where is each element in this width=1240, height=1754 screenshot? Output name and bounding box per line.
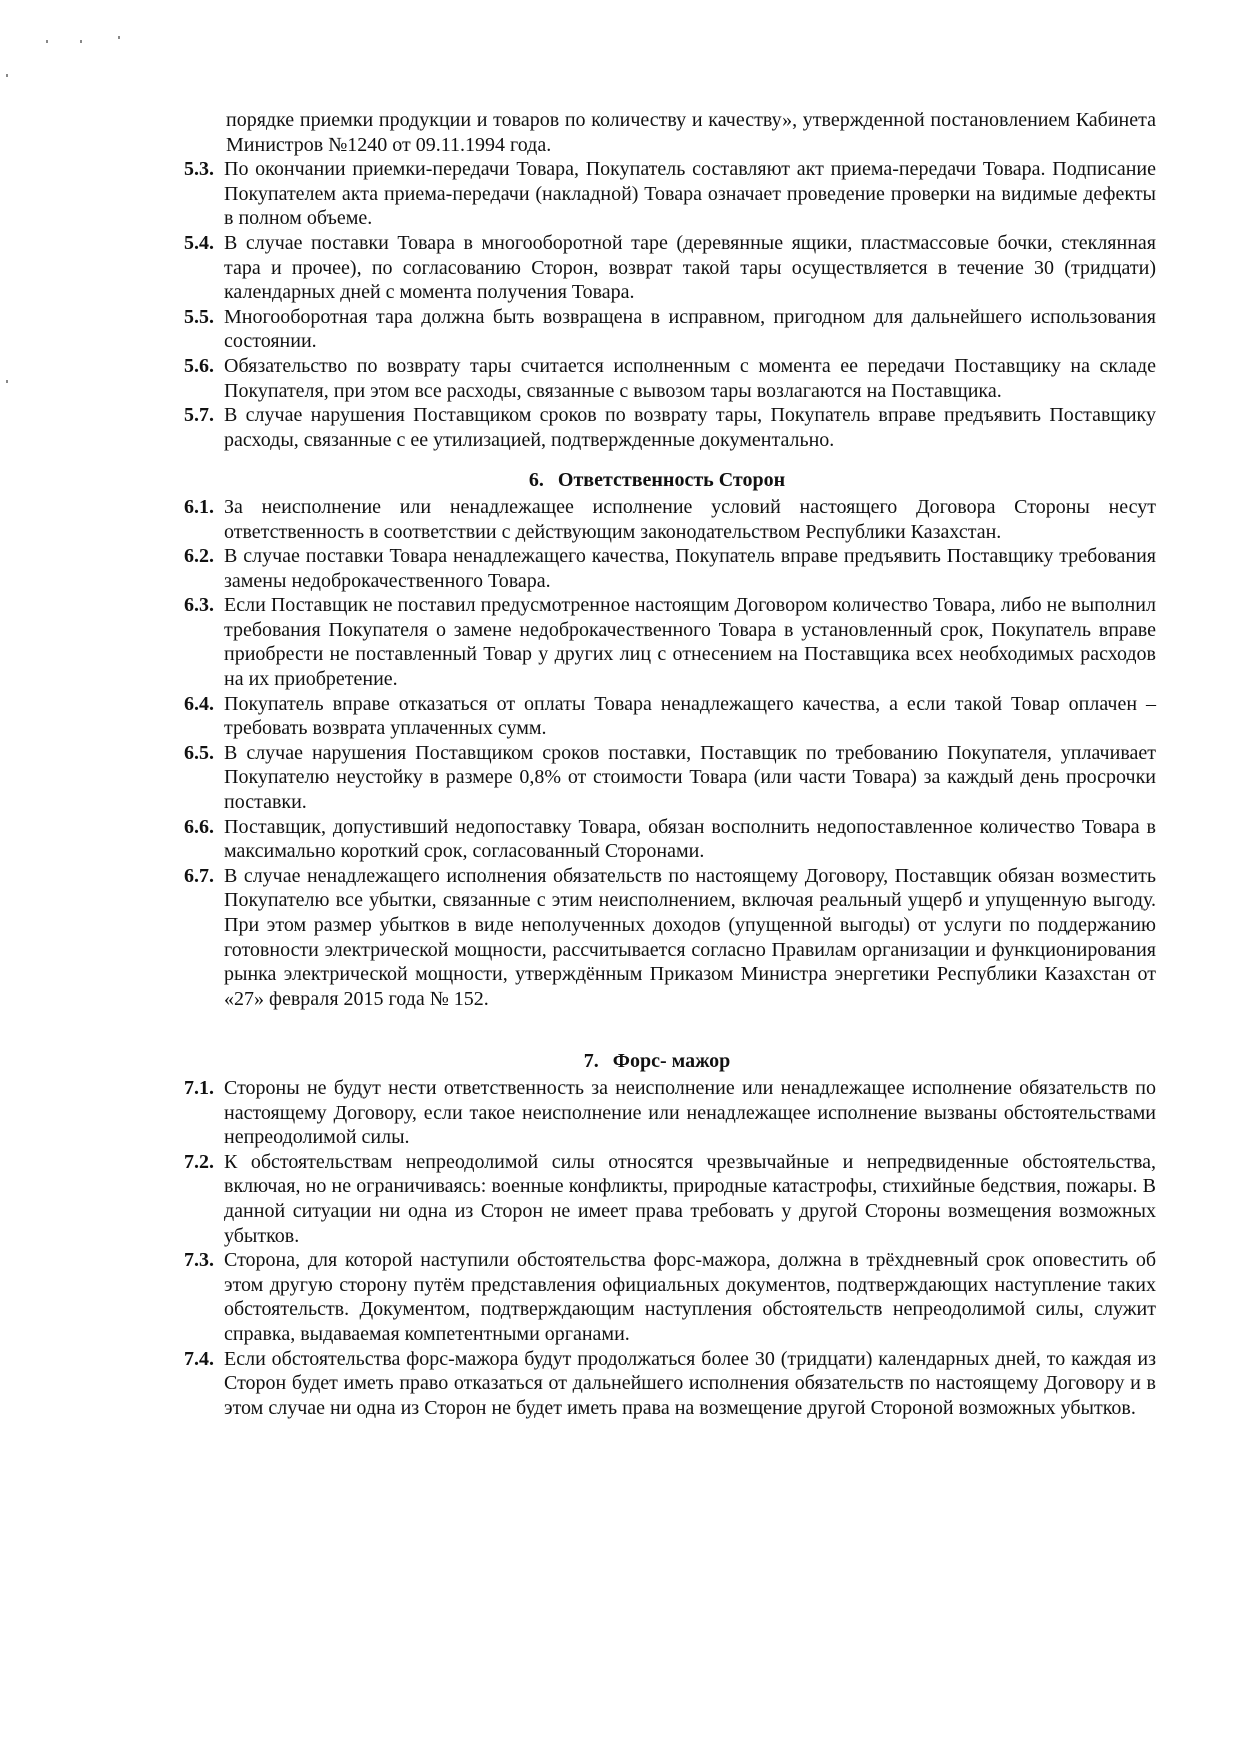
clause-text: Поставщик, допустивший недопоставку Товара, обязан восполнить недопоставленное количество Товара в максимально короткий срок, согласованный Сторонами. — [224, 815, 1156, 863]
clause-6-7 — [0, 864, 1156, 1012]
clause-text: Стороны не будут нести ответственность за неисполнение или ненадлежащее исполнение обязательств по настоящему Договору, если такое неисполнение или ненадлежащее исполнение вызваны обстоятельствами непреодолимой силы. — [224, 1076, 1156, 1149]
clause-6-3 — [0, 593, 1156, 691]
scan-speck — [46, 40, 48, 43]
clause-6-6 — [0, 815, 1156, 864]
clause-5-5 — [0, 305, 1156, 354]
clause-6-5 — [0, 741, 1156, 815]
section-7-heading — [0, 1049, 1240, 1074]
scan-speck — [6, 74, 8, 77]
clause-text: В случае нарушения Поставщиком сроков по возврату тары, Покупатель вправе предъявить Поставщику расходы, связанные с ее утилизацией, подтвержденные документально. — [224, 404, 1156, 451]
clause-text: В случае поставки Товара ненадлежащего качества, Покупатель вправе предъявить Поставщику требования замены недоброкачественного Товара. — [224, 545, 1156, 592]
clause-text: В случае ненадлежащего исполнения обязательств по настоящему Договору, Поставщик обязан возместить Покупателю все убытки, связанные с этим неисполнением, включая реальный ущерб и упущенную выгоду. При этом размер убытков в виде неполученных доходов (упущенной выгоды) от услуги по поддержанию готовности электрической мощности, рассчитывается согласно Правилам организации и функционирования рынка электрической мощности, утверждённым Приказом Министра энергетики Республики Казахстан от «27» февраля 2015 года № 152. — [224, 864, 1156, 1010]
clause-text: Если обстоятельства форс-мажора будут продолжаться более 30 (тридцати) календарных дней, то каждая из Сторон будет иметь право отказаться от дальнейшего исполнения обязательств по настоящему Договору и в этом случае ни одна из Сторон не будет иметь права на возмещение другой Стороной возможных убытков. — [224, 1347, 1156, 1419]
scan-speck — [80, 40, 82, 43]
clause-number: 6.6. — [184, 815, 214, 838]
clause-6-4 — [0, 692, 1156, 741]
clause-text: В случае нарушения Поставщиком сроков поставки, Поставщик по требованию Покупателя, уплачивает Покупателю неустойку в размере 0,8% от стоимости Товара (или части Товара) за каждый день просрочки поставки. — [224, 741, 1156, 814]
clause-number: 7.1. — [184, 1076, 214, 1099]
clause-6-1 — [0, 495, 1156, 544]
section-number: 7. — [583, 1050, 599, 1073]
clause-number: 5.4. — [184, 231, 214, 254]
clause-6-2 — [0, 544, 1156, 593]
clause-5-3 — [0, 157, 1156, 231]
clause-5-7 — [0, 403, 1156, 452]
clause-number: 7.2. — [184, 1150, 214, 1173]
clause-number: 6.4. — [184, 692, 214, 715]
scan-speck — [118, 36, 120, 39]
clause-number: 5.7. — [184, 404, 214, 427]
clause-text: Если Поставщик не поставил предусмотренное настоящим Договором количество Товара, либо не выполнил требования Покупателя о замене недоброкачественного Товара в установленный срок, Покупатель вправе приобрести не поставленный Товар у других лиц с отнесением на Поставщика всех необходимых расходов на их приобретение. — [224, 594, 1156, 691]
section-title: Ответственность Сторон — [557, 469, 786, 492]
section-title: Форс- мажор — [612, 1050, 731, 1073]
clause-number: 7.3. — [184, 1249, 214, 1272]
section-6-heading — [0, 468, 1240, 493]
clause-number: 5.6. — [184, 354, 214, 377]
clause-number: 7.4. — [184, 1347, 214, 1370]
clause-number: 5.5. — [184, 305, 214, 328]
clause-text: Сторона, для которой наступили обстоятельства форс-мажора, должна в трёхдневный срок оповестить об этом другую сторону путём представления официальных документов, подтверждающих наступление таких обстоятельств. Документом, подтверждающим наступления обстоятельств непреодолимой силы, служит справка, выдаваемая компетентными органами. — [224, 1249, 1156, 1345]
clause-5-6 — [0, 354, 1156, 403]
section-number: 6. — [528, 469, 544, 492]
clause-number: 5.3. — [184, 158, 214, 181]
clause-7-3 — [0, 1248, 1156, 1346]
clause-5-4 — [0, 231, 1156, 305]
clause-text: По окончании приемки-передачи Товара, Покупатель составляют акт приема-передачи Товара. Подписание Покупателем акта приема-передачи (накладной) Товара означает проведение проверки на видимые дефекты в полном объеме. — [224, 158, 1156, 230]
clause-text: К обстоятельствам непреодолимой силы относятся чрезвычайные и непредвиденные обстоятельства, включая, но не ограничиваясь: военные конфликты, природные катастрофы, стихийные бедствия, пожары. В данной ситуации ни одна из Сторон не имеет права требовать у другой Стороны возмещения возможных убытков. — [224, 1150, 1156, 1247]
clause-number: 6.1. — [184, 495, 214, 518]
clause-number: 6.2. — [184, 545, 214, 568]
clause-number: 6.5. — [184, 741, 214, 764]
clause-number: 6.3. — [184, 594, 214, 617]
clause-text: Обязательство по возврату тары считается исполненным с момента ее передачи Поставщику на складе Покупателя, при этом все расходы, связанные с вывозом тары возлагаются на Поставщика. — [224, 354, 1156, 402]
clause-text: Покупатель вправе отказаться от оплаты Товара ненадлежащего качества, а если такой Товар оплачен – требовать возврата уплаченных сумм. — [224, 692, 1156, 740]
intro-paragraph: порядке приемки продукции и товаров по количеству и качеству», утвержденной постановлением Кабинета Министров №1240 от 09.11.1994 года. — [226, 109, 1156, 156]
document-body — [0, 108, 1240, 1420]
clause-text: За неисполнение или ненадлежащее исполнение условий настоящего Договора Стороны несут ответственность в соответствии с действующим законодательством Республики Казахстан. — [224, 495, 1156, 543]
clause-7-1 — [0, 1076, 1156, 1150]
clause-7-4 — [0, 1347, 1156, 1421]
clause-7-2 — [0, 1150, 1156, 1248]
clause-text: В случае поставки Товара в многооборотной таре (деревянные ящики, пластмассовые бочки, стеклянная тара и прочее), по согласованию Сторон, возврат такой тары осуществляется в течение 30 (тридцати) календарных дней с момента получения Товара. — [224, 231, 1156, 304]
clause-text: Многооборотная тара должна быть возвращена в исправном, пригодном для дальнейшего использования состоянии. — [224, 305, 1156, 353]
clause-number: 6.7. — [184, 864, 214, 887]
